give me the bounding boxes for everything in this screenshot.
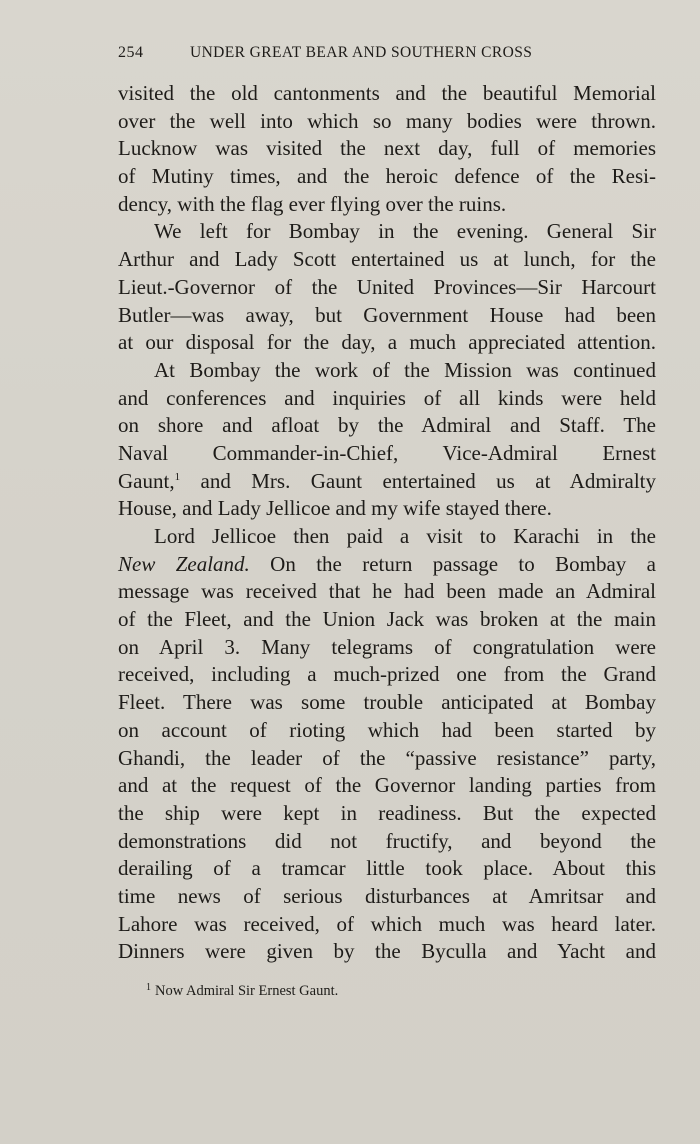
- footnote: [146, 982, 338, 1000]
- footnote-mark: 1: [146, 982, 151, 993]
- text-line: of the Fleet, and the Union Jack was broken at the main: [118, 607, 656, 632]
- text-line: at our disposal for the day, a much appreciated attention.: [118, 330, 656, 355]
- text-line: derailing of a tramcar little took place. About this: [118, 856, 656, 881]
- text-line: House, and Lady Jellicoe and my wife stayed there.: [118, 496, 552, 521]
- text-line: received, including a much-prized one from the Grand: [118, 662, 656, 687]
- text-line: Arthur and Lady Scott entertained us at lunch, for the: [118, 247, 656, 272]
- text-fragment: and Mrs. Gaunt entertained us at Admiralty: [180, 468, 656, 493]
- text-line: over the well into which so many bodies were thrown.: [118, 108, 656, 133]
- footnote-reference: 1: [174, 470, 181, 483]
- text-line: Fleet. There was some trouble anticipated at Bombay: [118, 690, 656, 715]
- text-fragment: Gaunt,: [118, 468, 175, 493]
- text-line: time news of serious disturbances at Amritsar and: [118, 883, 656, 908]
- text-line: We left for Bombay in the evening. General Sir: [154, 219, 656, 244]
- text-line: the ship were kept in readiness. But the expected: [118, 800, 656, 825]
- text-line: Ghandi, the leader of the “passive resistance” party,: [118, 745, 656, 770]
- text-line: on April 3. Many telegrams of congratulation were: [118, 634, 656, 659]
- text-fragment: On the return passage to Bombay a: [249, 551, 656, 576]
- text-line: Lahore was received, of which much was heard later.: [118, 911, 656, 936]
- text-line: and at the request of the Governor landing parties from: [118, 773, 656, 798]
- text-line: Lord Jellicoe then paid a visit to Karachi in the: [154, 524, 656, 548]
- text-line: Dinners were given by the Byculla and Yacht and: [118, 939, 656, 964]
- text-line: demonstrations did not fructify, and beyond the: [118, 828, 656, 853]
- text-line: on shore and afloat by the Admiral and Staff. The: [118, 413, 656, 438]
- text-line: message was received that he had been made an Admiral: [118, 579, 656, 604]
- text-line: visited the old cantonments and the beautiful Memorial: [118, 81, 656, 105]
- text-line-with-italic: [118, 551, 656, 579]
- text-line-with-footnote: [118, 468, 656, 496]
- text-line: dency, with the flag ever flying over the ruins.: [118, 191, 507, 216]
- text-line: of Mutiny times, and the heroic defence of the Resi-: [118, 164, 656, 189]
- ship-name: New Zealand.: [118, 551, 250, 576]
- body-text: [118, 80, 656, 966]
- page-number: 254: [118, 44, 144, 61]
- text-line: Lieut.-Governor of the United Provinces—Sir Harcourt: [118, 274, 656, 299]
- text-line: Butler—was away, but Government House had been: [118, 302, 656, 327]
- text-line: Naval Commander-in-Chief, Vice-Admiral Ernest: [118, 440, 656, 465]
- text-line: Lucknow was visited the next day, full of memories: [118, 136, 656, 161]
- text-line: on account of rioting which had been started by: [118, 717, 656, 742]
- text-line: and conferences and inquiries of all kinds were held: [118, 385, 656, 410]
- running-title: UNDER GREAT BEAR AND SOUTHERN CROSS: [190, 44, 533, 61]
- text-line: At Bombay the work of the Mission was continued: [154, 357, 656, 382]
- page-header: [118, 44, 656, 68]
- footnote-text: Now Admiral Sir Ernest Gaunt.: [155, 983, 339, 999]
